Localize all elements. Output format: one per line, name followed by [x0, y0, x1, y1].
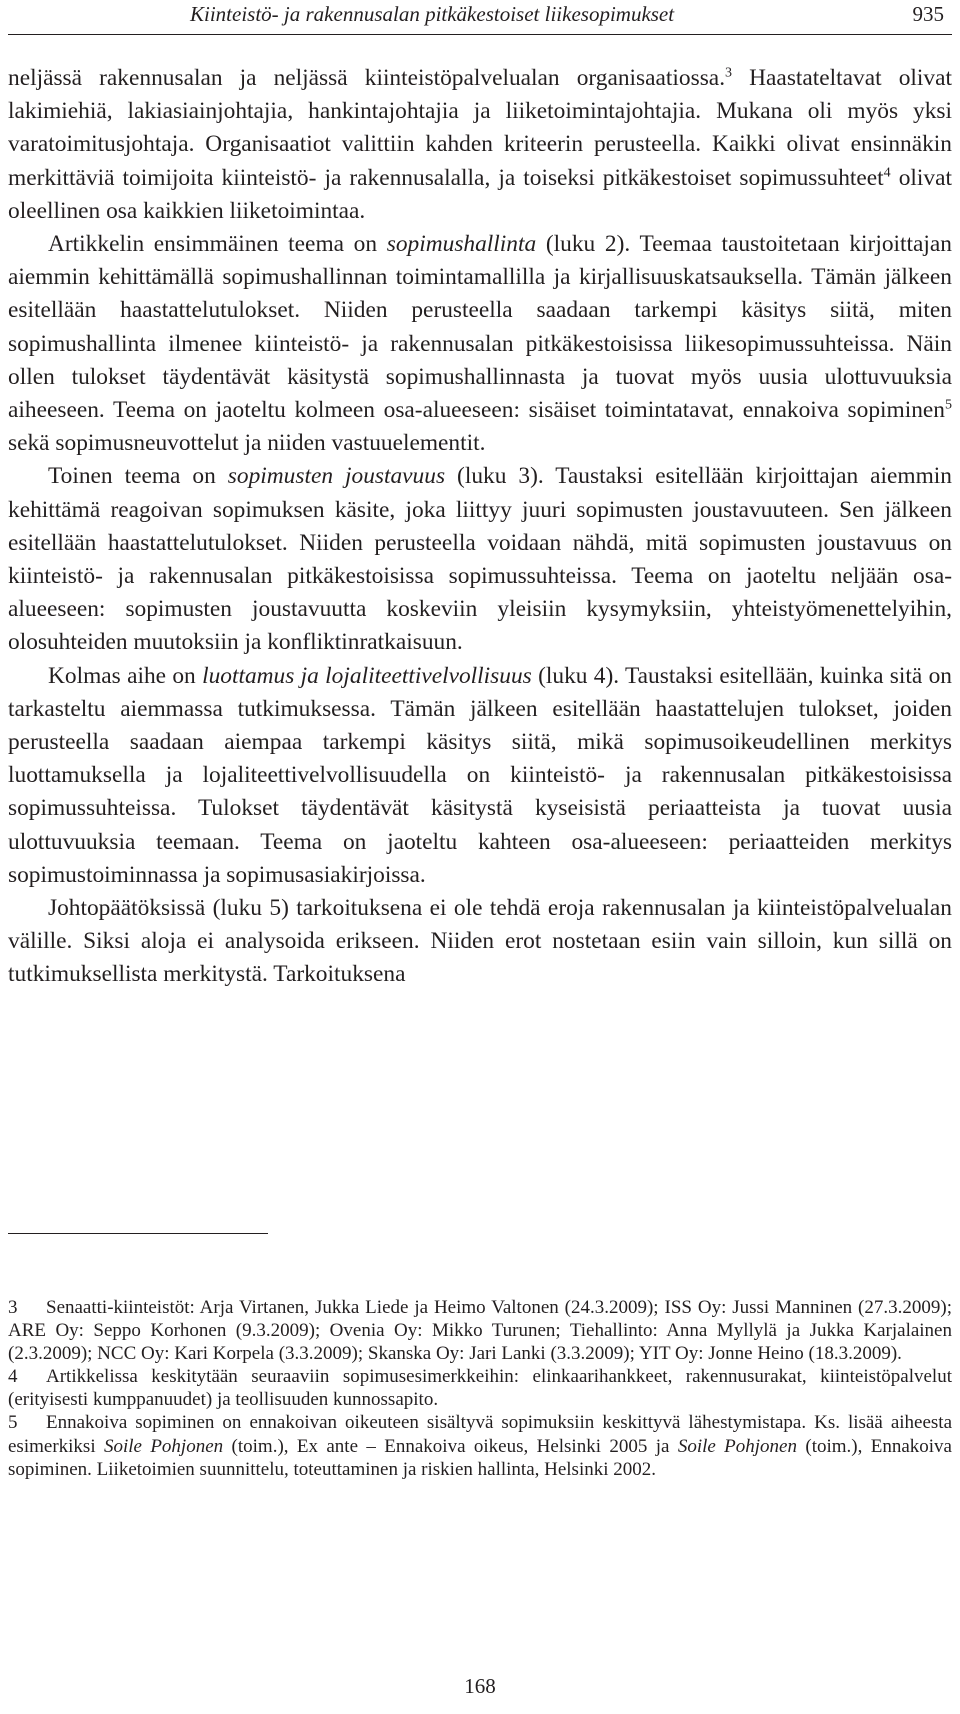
footnote-number: 3 — [8, 1297, 18, 1318]
footnote-number: 4 — [8, 1366, 18, 1388]
footnote-ref-5[interactable]: 5 — [944, 396, 952, 413]
folio-page-number: 168 — [464, 1674, 496, 1698]
footnote-3: 3 Senaatti-kiinteistöt: Arja Virtanen, Jukka Liede ja Heimo Valtonen (24.3.2009); ISS Oy: Jussi Manninen (27.3.2009); ARE Oy: Seppo Korhonen (9.3.2009); Ovenia Oy: Mikko Turunen; Tiehallinto: Anna Myllylä ja Jukka Karjalainen (2.3.2009); NCC Oy: Kari Korpela (3.3.2009); Skanska Oy: Jari Lanki (3.3.2009); YIT Oy: Jonne Heino (18.3.2009). — [8, 1297, 952, 1365]
author-name: Soile Pohjonen — [103, 1435, 224, 1457]
paragraph-5: Johtopäätöksissä (luku 5) tarkoituksena ei ole tehdä eroja rakennusalan ja kiinteistöpalvelualan välille. Siksi aloja ei analysoida erikseen. Niiden erot nostetaan esiin vain silloin, kun sillä on tutkimuksellista merkitystä. Tarkoituksena — [8, 895, 952, 988]
footnote-4: 4 Artikkelissa keskitytään seuraaviin sopimusesimerkkeihin: elinkaarihankkeet, rakennusurakat, kiinteistöpalvelut (erityisesti kumppanuudet) ja teollisuuden kunnossapito. — [8, 1366, 952, 1411]
footnote-number: 5 — [8, 1412, 18, 1434]
footnote-ref-4[interactable]: 4 — [883, 164, 891, 181]
footnote-separator — [8, 1233, 268, 1234]
paragraph-4: Kolmas aihe on luottamus ja lojaliteettivelvollisuus (luku 4). Taustaksi esitellään, kuinka sitä on tarkasteltu aiemmassa tutkimuksessa. Tämän jälkeen esitellään haastattelujen tulokset, joiden perusteella saadaan aiempaa tarkempi käsitys siitä, mikä sopimusoikeudellinen merkitys luottamuksella ja lojaliteettivelvollisuudella on kiinteistö- ja rakennusalan pitkäkestoisissa sopimussuhteissa. Tulokset täydentävät käsitystä kyseisistä periaatteista ja tuovat uusia ulottuvuuksia teemaan. Teema on jaoteltu kahteen osa-alueeseen: periaatteiden merkitys sopimustoiminnassa ja sopimusasiakirjoissa. — [8, 662, 952, 888]
paragraph-1: neljässä rakennusalan ja neljässä kiinteistöpalvelualan organisaatiossa.$^3$ Haastateltavat olivat lakimiehiä, lakiasiainjohtajia, hankintajohtajia ja liiketoimintajohtajia. Mukana oli myös yksi varatoimitusjohtaja. Organisaatiot valittiin kahden kriteerin perusteella. Kaikki olivat ensinnäkin merkittäviä toimijoita kiinteistö- ja rakennusalalla, ja toiseksi pitkäkestoiset sopimussuhteet$^4$ olivat oleellinen osa kaikkien liiketoimintaa. — [8, 64, 952, 224]
paragraph-2: Artikkelin ensimmäinen teema on sopimushallinta (luku 2). Teemaa taustoitetaan kirjoittajan aiemmin kehittämällä sopimushallinnan toimintamallilla ja kirjallisuuskatsauksella. Tämän jälkeen esitellään haastattelutulokset. Niiden perusteella saadaan tarkempi käsitys siitä, miten sopimushallinta ilmenee kiinteistö- ja rakennusalan pitkäkestoisissa liikesopimussuhteissa. Näin ollen tulokset täydentävät käsitystä sopimushallinnasta ja tuovat myös uusia ulottuvuuksia aiheeseen. Teema on jaoteltu kolmeen osa-alueeseen: sisäiset toimintatavat, ennakoiva sopiminen$^5$ sekä sopimusneuvottelut ja niiden vastuuelementit. — [8, 231, 952, 457]
emphasis-term: sopimusten joustavuus — [227, 463, 446, 490]
running-title: Kiinteistö- ja rakennusalan pitkäkestoiset liikesopimukset — [190, 2, 675, 26]
footnote-5: 5 Ennakoiva sopiminen on ennakoivan oikeuteen sisältyvä sopimuksiin keskittyvä lähestymistapa. Ks. lisää aiheesta esimerkiksi Soile Pohjonen (toim.), Ex ante – Ennakoiva oikeus, Helsinki 2005 ja Soile Pohjonen (toim.), Ennakoiva sopiminen. Liiketoimien suunnittelu, toteuttaminen ja riskien hallinta, Helsinki 2002. — [8, 1412, 952, 1480]
paragraph-3: Toinen teema on sopimusten joustavuus (luku 3). Taustaksi esitellään kirjoittajan aiemmin kehittämä reagoivan sopimuksen käsite, joka liittyy juuri sopimusten joustavuuteen. Sen jälkeen esitellään haastattelutulokset. Niiden perusteella voidaan nähdä, mitä sopimusten joustavuus on kiinteistö- ja rakennusalan pitkäkestoisissa sopimussuhteissa. Teema on jaoteltu neljään osa-alueeseen: sopimusten joustavuutta koskeviin yleisiin kysymyksiin, yhteistyömenettelyihin, olosuhteiden muutoksiin ja konfliktinratkaisuun. — [8, 463, 952, 656]
footnotes — [8, 1296, 952, 1481]
emphasis-term: luottamus ja lojaliteettivelvollisuus — [202, 662, 532, 689]
emphasis-term: sopimushallinta — [386, 231, 537, 258]
running-header — [8, 0, 952, 35]
footnote-ref-3[interactable]: 3 — [725, 64, 733, 81]
journal-page-number: 935 — [912, 2, 944, 26]
author-name: Soile Pohjonen — [677, 1435, 797, 1457]
body-text — [8, 62, 952, 992]
